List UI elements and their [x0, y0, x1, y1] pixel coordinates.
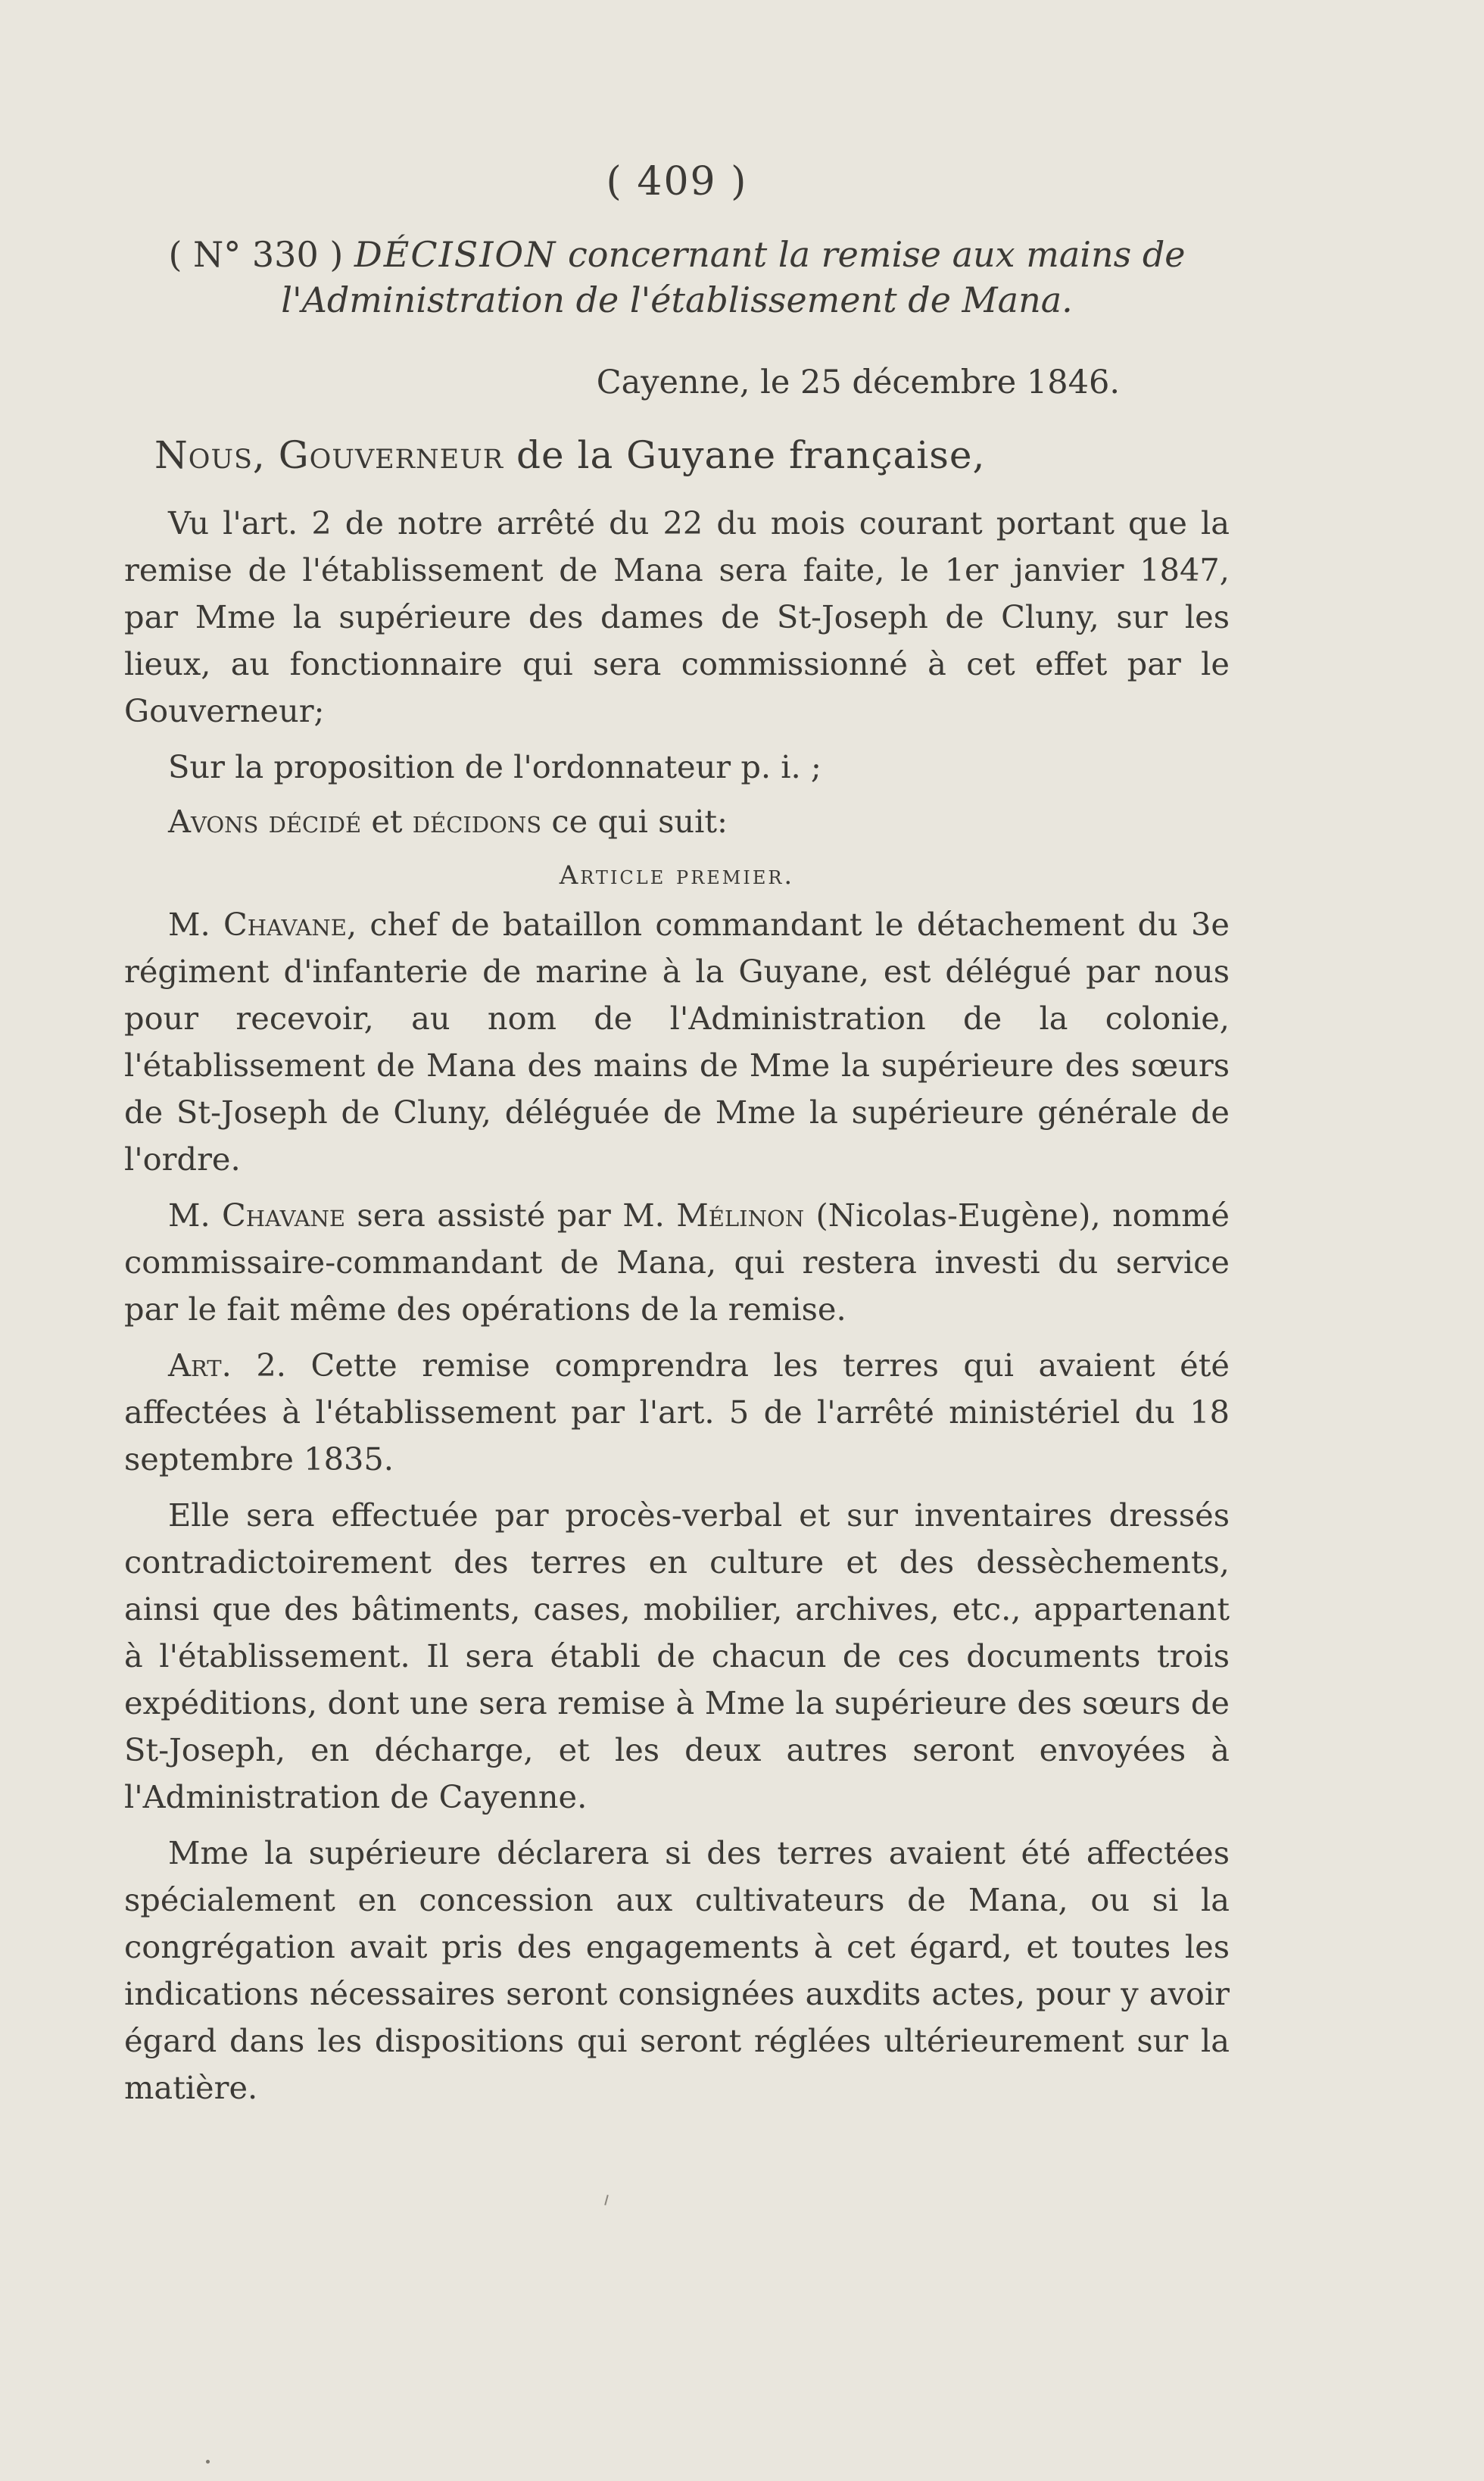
place-date: Cayenne, le 25 décembre 1846.	[596, 364, 1120, 401]
preamble-heading	[154, 433, 1230, 477]
text-block	[124, 159, 1230, 2121]
paragraph-sur: Sur la proposition de l'ordonnateur p. i. ;	[168, 748, 822, 785]
decidons-word: décidons	[412, 803, 542, 840]
avons-rest: ce qui suit:	[551, 803, 728, 840]
article-heading: Article premier.	[559, 860, 795, 891]
art1-m: M.	[168, 906, 210, 943]
art1b-m: M.	[168, 1197, 210, 1234]
preamble-title: Gouverneur	[278, 433, 504, 477]
paragraph-art2-3: Mme la supérieure déclarera si des terres avaient été affectées spécialement en concession aux cultivateurs de Mana, ou si la congrégation avait pris des engagements à cet égard, et toutes les indications nécessaires seront consignées auxdits actes, pour y avoir égard dans les dispositions qui seront réglées ultérieurement sur la matière.	[124, 1834, 1230, 2106]
et-word: et	[371, 803, 403, 840]
avons-word: Avons	[168, 803, 259, 840]
art2-text: Cette remise comprendra les terres qui avaient été affectées à l'établissement par l'art. 5 de l'arrêté ministériel du 18 septembre 1835.	[124, 1347, 1230, 1478]
paragraph-art2-1	[124, 1342, 1230, 1483]
art1b-text: (Nicolas-Eugène), nommé commissaire-commandant de Mana, qui restera investi du service par le fait même des opérations de la remise.	[124, 1197, 1230, 1328]
paragraph-art2-2: Elle sera effectuée par procès-verbal et sur inventaires dressés contradictoirement des terres en culture et des dessèchements, ainsi que des bâtiments, cases, mobilier, archives, etc., appartenant à l'établissement. Il sera établi de chacun de ces documents trois expéditions, dont une sera remise à Mme la supérieure des sœurs de St-Joseph, en décharge, et les deux autres seront envoyées à l'Administration de Cayenne.	[124, 1496, 1230, 1815]
paragraph-vu: Vu l'art. 2 de notre arrêté du 22 du mois courant portant que la remise de l'établissement de Mana sera faite, le 1er janvier 1847, par Mme la supérieure des dames de St-Joseph de Cluny, sur les lieux, au fonctionnaire qui sera commissionné à cet effet par le Gouverneur;	[124, 504, 1230, 729]
paragraph-avons	[124, 798, 1230, 845]
art1b-name2: Mélinon	[676, 1197, 805, 1234]
corner-dot	[206, 2460, 210, 2464]
art1b-mid: sera assisté par M.	[357, 1197, 665, 1234]
preamble-rest: de la Guyane française,	[516, 433, 986, 477]
stray-mark	[604, 2195, 609, 2205]
title-keyword: DÉCISION	[354, 234, 557, 275]
art1b-name: Chavane	[222, 1197, 346, 1234]
art2-label: Art. 2.	[168, 1347, 286, 1384]
decide-word: décidé	[268, 803, 362, 840]
paragraph-art1-1	[124, 901, 1230, 1183]
art1-text: , chef de bataillon commandant le détachement du 3e régiment d'infanterie de marine à la Guyane, est délégué par nous pour recevoir, au nom de l'Administration de la colonie, l'établissement de Mana des mains de Mme la supérieure des sœurs de St-Joseph de Cluny, déléguée de Mme la supérieure générale de l'ordre.	[124, 906, 1230, 1178]
art1-name: Chavane	[223, 906, 347, 943]
document-title	[124, 232, 1230, 323]
title-rest: concernant la remise aux mains de l'Administration de l'établissement de Mana.	[281, 234, 1186, 320]
preamble-nous: Nous,	[154, 433, 266, 477]
page-number: ( 409 )	[606, 159, 748, 204]
title-number: ( N° 330 )	[168, 234, 344, 275]
paragraph-art1-2	[124, 1192, 1230, 1333]
